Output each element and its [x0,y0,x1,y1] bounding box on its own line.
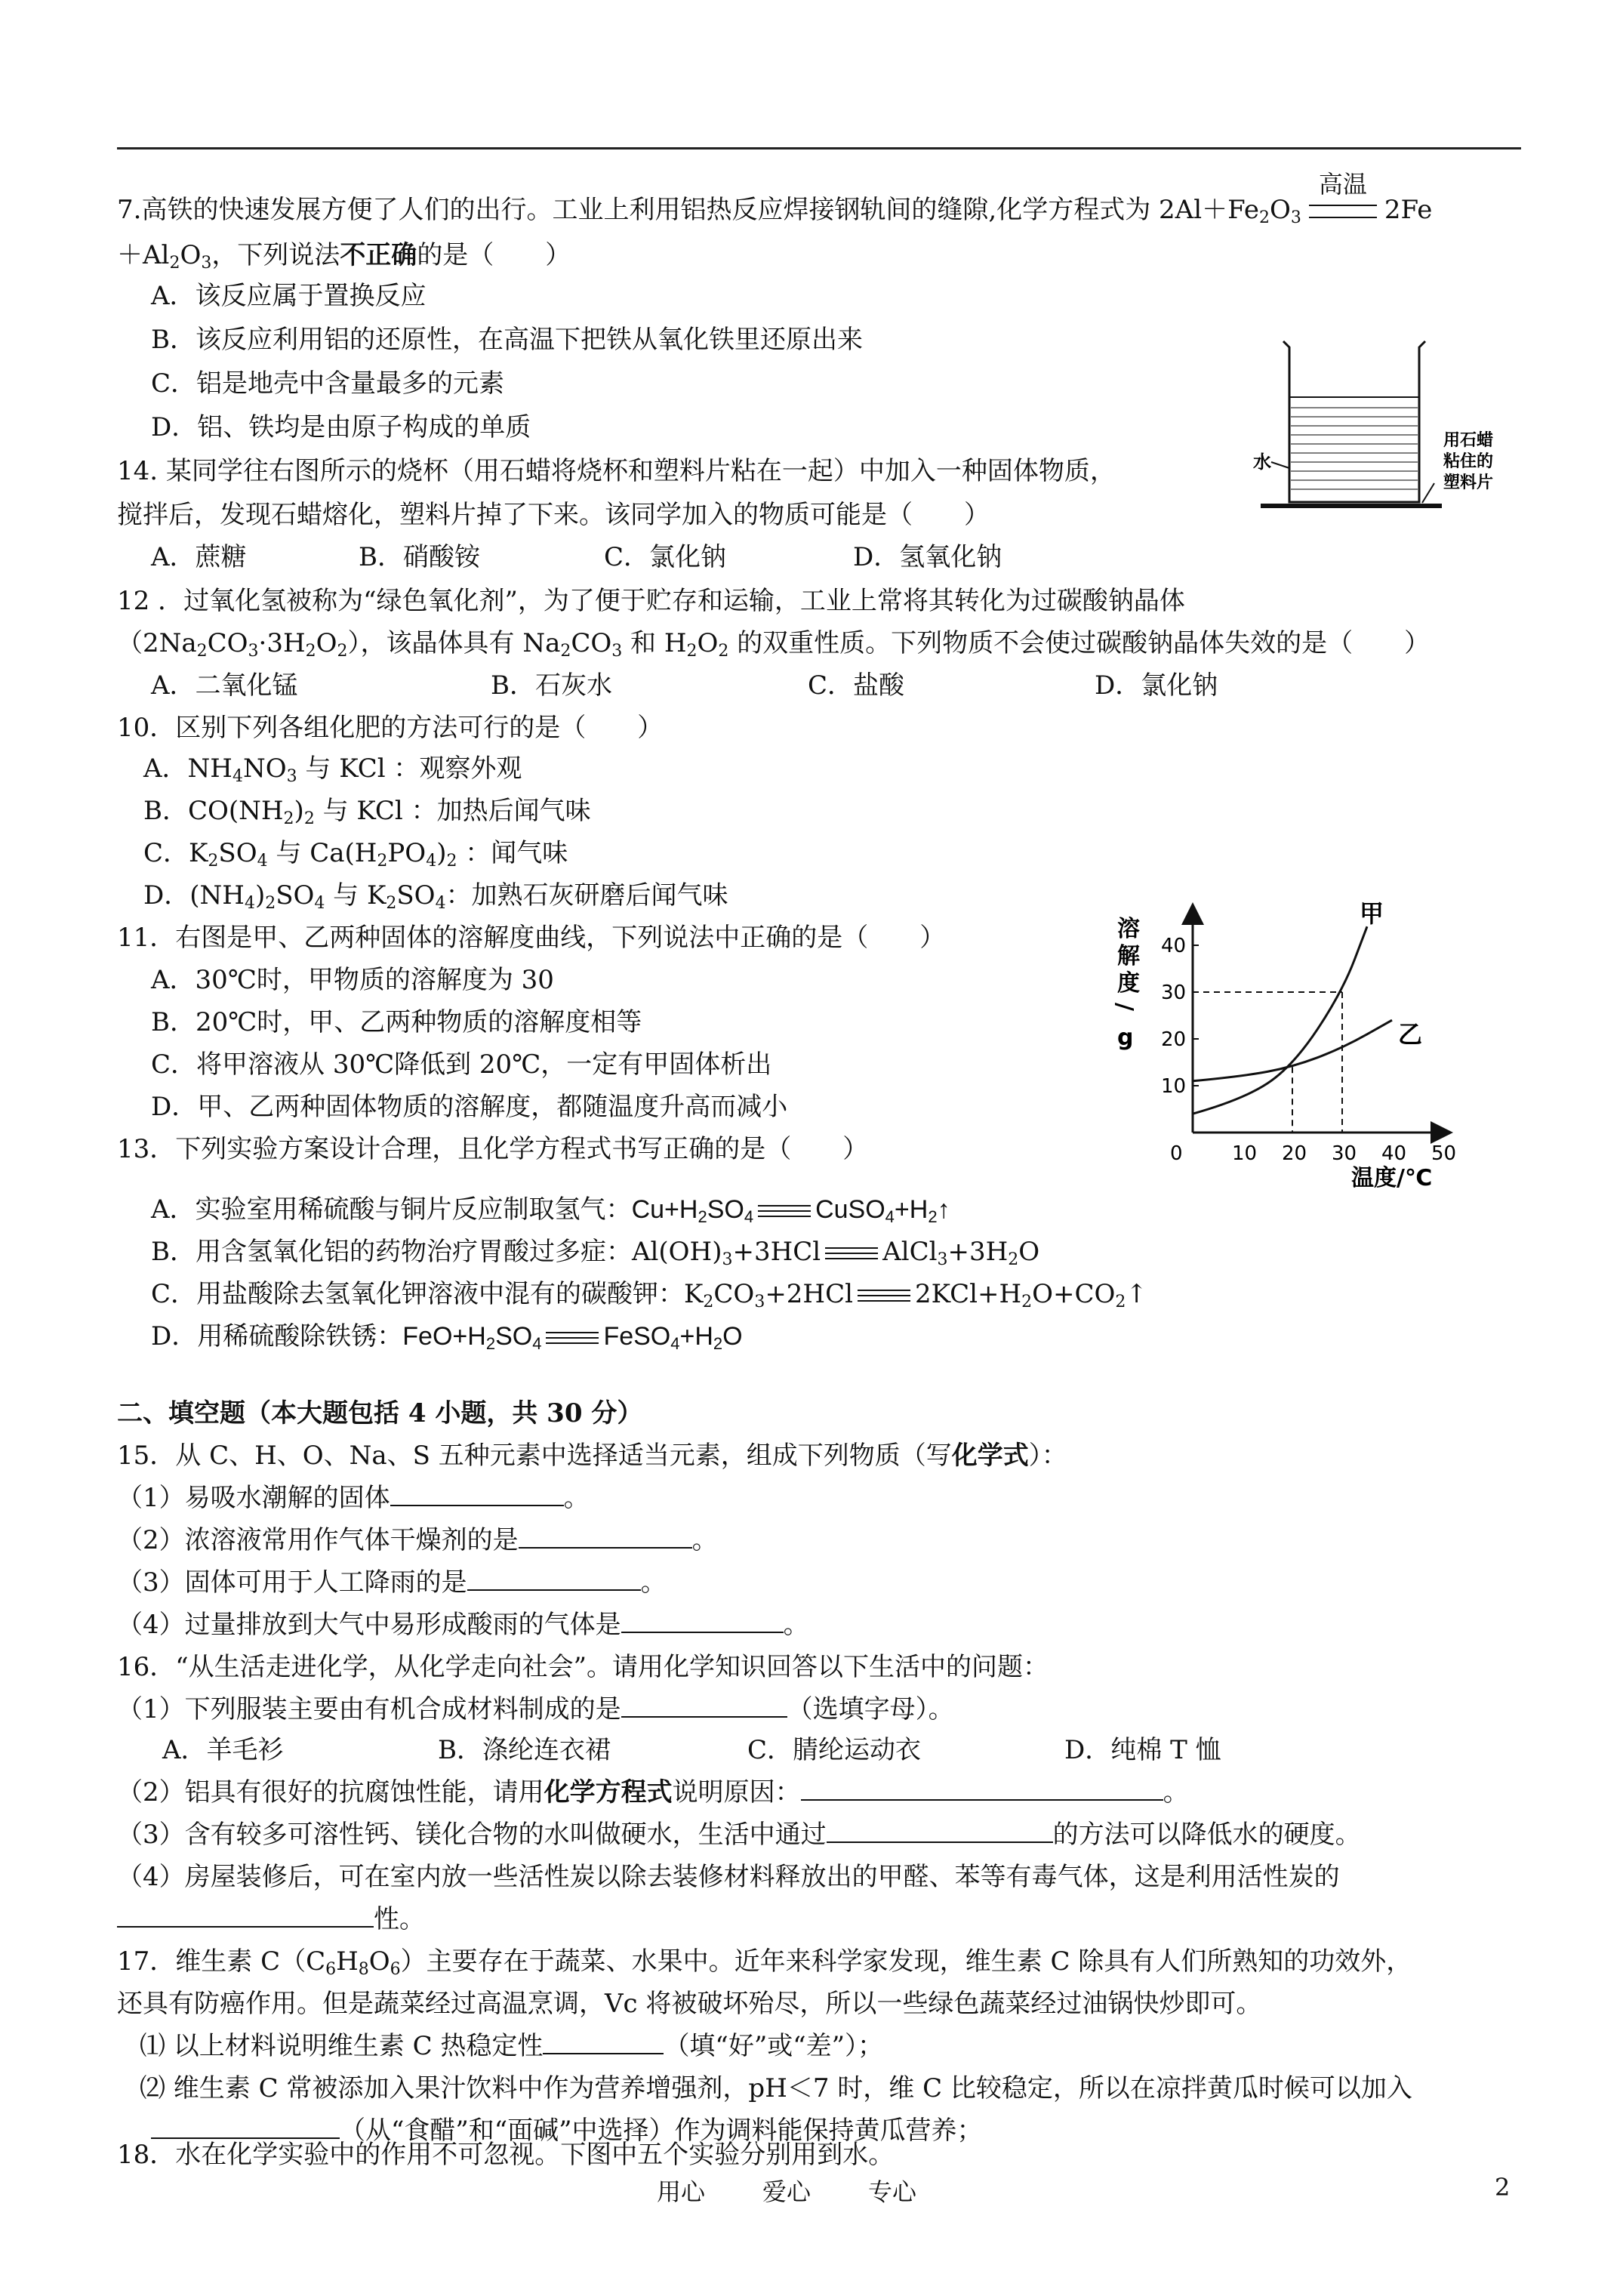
y-tick-label: 30 [1161,982,1187,1004]
q10-option-d: D．$(NH_4)_2SO_4$ 与 $K_2SO_4$：加熟石灰研磨后闻气味 [143,880,728,913]
q7-line2: $+Al_2O_3$，下列说法不正确的是（ ） [117,240,571,273]
q16-option-c: C．腈纶运动衣 [747,1735,922,1765]
y-label-char: g [1117,1025,1134,1051]
q11-option-a: A．30℃时，甲物质的溶解度为 30 [151,965,554,995]
series-label: 乙 [1398,1020,1423,1049]
q7-option-c: C．铝是地壳中含量最多的元素 [151,368,505,399]
q17-item-2: ⑵ 维生素 C 常被添加入果汁饮料中作为营养增强剂，pH＜7 时，维 C 比较稳定，所以在凉拌黄瓜时候可以加入 [140,2073,1412,2103]
q10-option-b: B．$CO(NH_2)_2$ 与 KCl ：加热后闻气味 [143,796,591,828]
q13-option-b: B．用含氢氧化铝的药物治疗胃酸过多症：$Al(OH)_3+3HCl$ $AlCl_3+3H_2O$ [151,1237,1040,1269]
q11-option-b: B．20℃时，甲、乙两种物质的溶解度相等 [151,1007,642,1037]
q16-item-4-cont: 性。 [117,1903,425,1936]
q14-option-b: B．硝酸铵 [359,542,480,572]
q18-stem: 18．水在化学实验中的作用不可忽视。下图中五个实验分别用到水。 [117,2140,895,2170]
beaker-figure [1253,332,1525,521]
y-tick-label: 20 [1161,1028,1187,1051]
q15-item-2: （2）浓溶液常用作气体干燥剂的是 。 [117,1525,718,1555]
answer-blank[interactable] [801,1777,1163,1801]
q16-stem: 16．“从生活走进化学，从化学走向社会”。请用化学知识回答以下生活中的问题： [117,1652,1049,1682]
q17-item-2-cont: （从“食醋”和“面碱”中选择）作为调料能保持黄瓜营养； [151,2114,983,2147]
answer-blank[interactable] [621,1693,787,1718]
x-tick-label: 50 [1431,1142,1457,1165]
answer-blank[interactable] [621,1609,784,1633]
q13-option-a: A．实验室用稀硫酸与铜片反应制取氢气：$Cu+H_2SO_4$ $CuSO_4+H_2↑$ [151,1194,950,1226]
x-axis-label: 温度/℃ [1351,1165,1433,1191]
answer-blank[interactable] [117,1903,374,1928]
q16-item-3: （3）含有较多可溶性钙、镁化合物的水叫做硬水，生活中通过 的方法可以降低水的硬度。 [117,1820,1361,1850]
q15-item-1: （1）易吸水潮解的固体 。 [117,1483,590,1513]
answer-blank[interactable] [467,1567,641,1591]
q7-line1: 7.高铁的快速发展方便了人们的出行。工业上利用铝热反应焊接钢轨间的缝隙,化学方程式为 $2Al+Fe_2O_3$ 高温 2Fe [117,170,1433,227]
x-tick-label: 10 [1232,1142,1258,1165]
beaker-water-label: 水 [1253,451,1271,473]
q10-option-a: A．$NH_4NO_3$ 与 KCl ：观察外观 [143,754,522,786]
x-tick-label: 30 [1332,1142,1357,1165]
answer-blank[interactable] [543,2030,664,2054]
x-tick-label: 0 [1170,1142,1183,1165]
q15-stem: 15．从 C、H、O、Na、S 五种元素中选择适当元素，组成下列物质（写化学式）： [117,1441,1067,1471]
q14-line1: 14. 某同学往右图所示的烧杯（用石蜡将烧杯和塑料片粘在一起）中加入一种固体物质， [117,456,1116,486]
q14-option-d: D．氢氧化钠 [853,542,1002,572]
q12-option-d: D．氯化钠 [1095,670,1218,701]
footer-text-3: 专心 [868,2177,917,2206]
beaker-note-1: 用石蜡 [1443,431,1494,450]
q7-option-a: A．该反应属于置换反应 [151,281,427,311]
reaction-condition: 高温 [1301,193,1384,227]
q11-stem: 11．右图是甲、乙两种固体的溶解度曲线，下列说法中正确的是（ ） [117,923,946,953]
q13-option-d: D．用稀硫酸除铁锈：$FeO+H_2SO_4$ $FeSO_4+H_2O$ [151,1321,743,1353]
q12-line1: 12 ．过氧化氢被称为“绿色氧化剂”，为了便于贮存和运输，工业上常将其转化为过碳酸钠晶体 [117,586,1185,616]
beaker-note-2: 粘住的 [1443,452,1494,471]
footer-text-1: 用心 [657,2177,706,2206]
y-label-char: 溶 [1117,916,1140,942]
q14-option-a: A．蔗糖 [151,542,247,572]
y-label-char: / [1111,1003,1138,1011]
answer-blank[interactable] [519,1524,692,1549]
series-curve-1 [1193,926,1367,1114]
y-tick-label: 10 [1161,1075,1187,1098]
q7-option-b: B．该反应利用铝的还原性，在高温下把铁从氧化铁里还原出来 [151,325,863,355]
q15-item-3: （3）固体可用于人工降雨的是 。 [117,1567,667,1598]
y-label-char: 解 [1117,943,1140,969]
q13-option-c: C．用盐酸除去氢氧化钾溶液中混有的碳酸钾：$K_2CO_3+2HCl$ $2KCl+H_2O+CO_2↑$ [151,1279,1147,1311]
answer-blank[interactable] [390,1482,564,1506]
q15-item-4: （4）过量排放到大气中易形成酸雨的气体是 。 [117,1610,809,1640]
x-tick-label: 40 [1381,1142,1407,1165]
footer-text-2: 爱心 [762,2177,812,2206]
section-2-title: 二、填空题（本大题包括 4 小题，共 30 分） [117,1398,643,1428]
header-rule [117,147,1521,149]
q12-option-c: C．盐酸 [808,670,905,701]
q10-stem: 10．区别下列各组化肥的方法可行的是（ ） [117,713,664,743]
beaker-note-3: 塑料片 [1443,473,1494,492]
y-label-char: 度 [1117,970,1140,997]
x-tick-label: 20 [1282,1142,1307,1165]
q12-line2: $(2Na_2CO_3\cdot 3H_2O_2)$，该晶体具有 $Na_2CO_3$ 和 $H_2O_2$ 的双重性质。下列物质不会使过碳酸钠晶体失效的是（ ） [117,628,1431,661]
q16-item-4: （4）房屋装修后，可在室内放一些活性炭以除去装修材料释放出的甲醛、苯等有毒气体，这是利用活性炭的 [117,1862,1340,1892]
series-label: 甲 [1360,899,1384,929]
answer-blank[interactable] [827,1819,1053,1843]
q10-option-c: C．$K_2SO_4$ 与 $Ca(H_2PO_4)_2$ ：闻气味 [143,838,568,871]
q17-line1: 17．维生素 $C(C_6H_8O_6)$主要存在于蔬菜、水果中。近年来科学家发现，维生素 C 除具有人们所熟知的功效外， [117,1946,1412,1979]
y-axis-label [1111,916,1140,1051]
q16-item-1: （1）下列服装主要由有机合成材料制成的是 （选填字母）。 [117,1694,954,1724]
page-number: 2 [1495,2173,1511,2202]
q17-item-1: ⑴ 以上材料说明维生素 C 热稳定性 （填“好”或“差”）； [140,2031,883,2061]
q14-line2: 搅拌后，发现石蜡熔化，塑料片掉了下来。该同学加入的物质可能是（ ） [117,500,990,530]
q12-option-a: A．二氧化锰 [151,670,298,701]
q13-stem: 13．下列实验方案设计合理，且化学方程式书写正确的是（ ） [117,1134,869,1164]
q7-option-d: D．铝、铁均是由原子构成的单质 [151,412,531,442]
q11-option-d: D．甲、乙两种固体物质的溶解度，都随温度升高而减小 [151,1092,788,1122]
q12-option-b: B．石灰水 [491,670,612,701]
solubility-chart [1110,898,1487,1200]
answer-blank[interactable] [151,2115,340,2139]
q16-option-a: A．羊毛衫 [162,1735,284,1765]
q16-item-2: （2）铝具有很好的抗腐蚀性能，请用化学方程式说明原因： 。 [117,1777,1189,1808]
q16-option-b: B．涤纶连衣裙 [438,1735,611,1765]
q17-line2: 还具有防癌作用。但是蔬菜经过高温烹调，Vc 将被破坏殆尽，所以一些绿色蔬菜经过油锅快炒即可。 [117,1989,1262,2019]
y-tick-label: 40 [1161,935,1187,957]
q16-option-d: D．纯棉 T 恤 [1064,1735,1221,1765]
q14-option-c: C．氯化钠 [604,542,727,572]
q11-option-c: C．将甲溶液从 30℃降低到 20℃，一定有甲固体析出 [151,1049,772,1080]
